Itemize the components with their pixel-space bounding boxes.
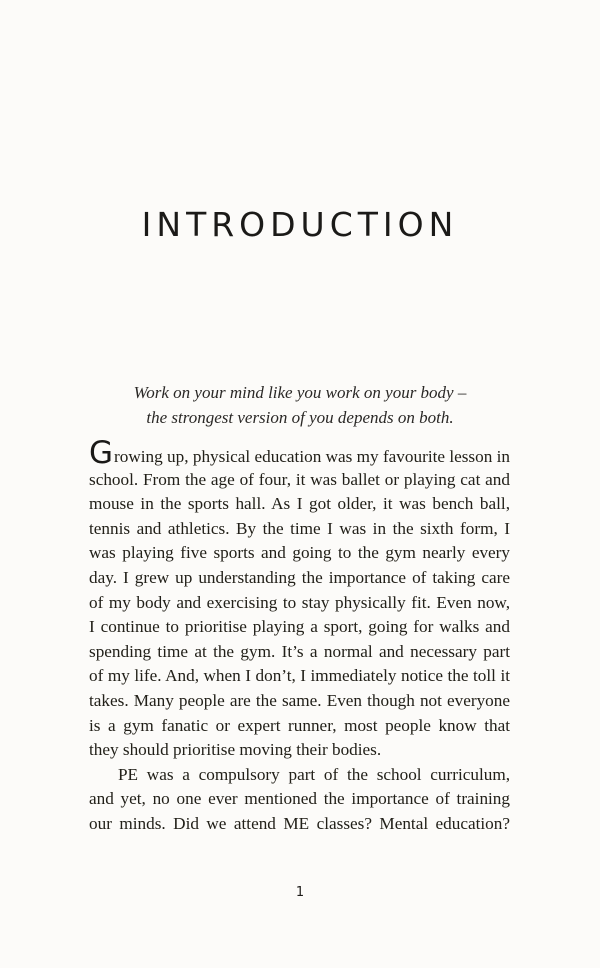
paragraph-line: is a gym fanatic or expert runner, most people know that bbox=[89, 715, 510, 735]
paragraph-line: and yet, no one ever mentioned the importance of training bbox=[89, 789, 510, 809]
paragraph-line: mouse in the sports hall. As I got older, it was bench ball, bbox=[89, 494, 510, 514]
paragraph-line: takes. Many people are the same. Even though not everyone bbox=[89, 690, 510, 710]
paragraph-line: of my life. And, when I don’t, I immediately notice the toll it bbox=[89, 666, 510, 686]
drop-cap: G bbox=[89, 435, 114, 471]
paragraph-line: was playing five sports and going to the gym nearly every bbox=[89, 543, 510, 563]
paragraph-line: they should prioritise moving their bodies. bbox=[89, 740, 382, 760]
paragraph-line: I continue to prioritise playing a sport, going for walks and bbox=[89, 617, 510, 637]
epigraph bbox=[60, 380, 540, 430]
page-number: 1 bbox=[295, 885, 305, 900]
paragraph-line: school. From the age of four, it was ballet or playing cat and bbox=[89, 469, 510, 489]
paragraph-1 bbox=[89, 435, 510, 763]
body-text bbox=[89, 435, 510, 837]
paragraph-line: of my body and exercising to stay physically fit. Even now, bbox=[89, 592, 510, 612]
paragraph-line: day. I grew up understanding the importance of taking care bbox=[89, 567, 510, 587]
paragraph-line: spending time at the gym. It’s a normal and necessary part bbox=[89, 641, 510, 661]
epigraph-line-1: Work on your mind like you work on your body – bbox=[133, 383, 467, 402]
epigraph-line-2: the strongest version of you depends on both. bbox=[146, 408, 454, 427]
paragraph-line: tennis and athletics. By the time I was in the sixth form, I bbox=[89, 518, 510, 538]
paragraph-line: our minds. Did we attend ME classes? Mental education? bbox=[89, 813, 510, 833]
paragraph-line: Growing up, physical education was my favourite lesson in bbox=[89, 435, 510, 471]
paragraph-2 bbox=[89, 763, 510, 837]
chapter-title: INTRODUCTION bbox=[141, 205, 459, 244]
paragraph-line: PE was a compulsory part of the school curriculum, bbox=[118, 764, 510, 784]
